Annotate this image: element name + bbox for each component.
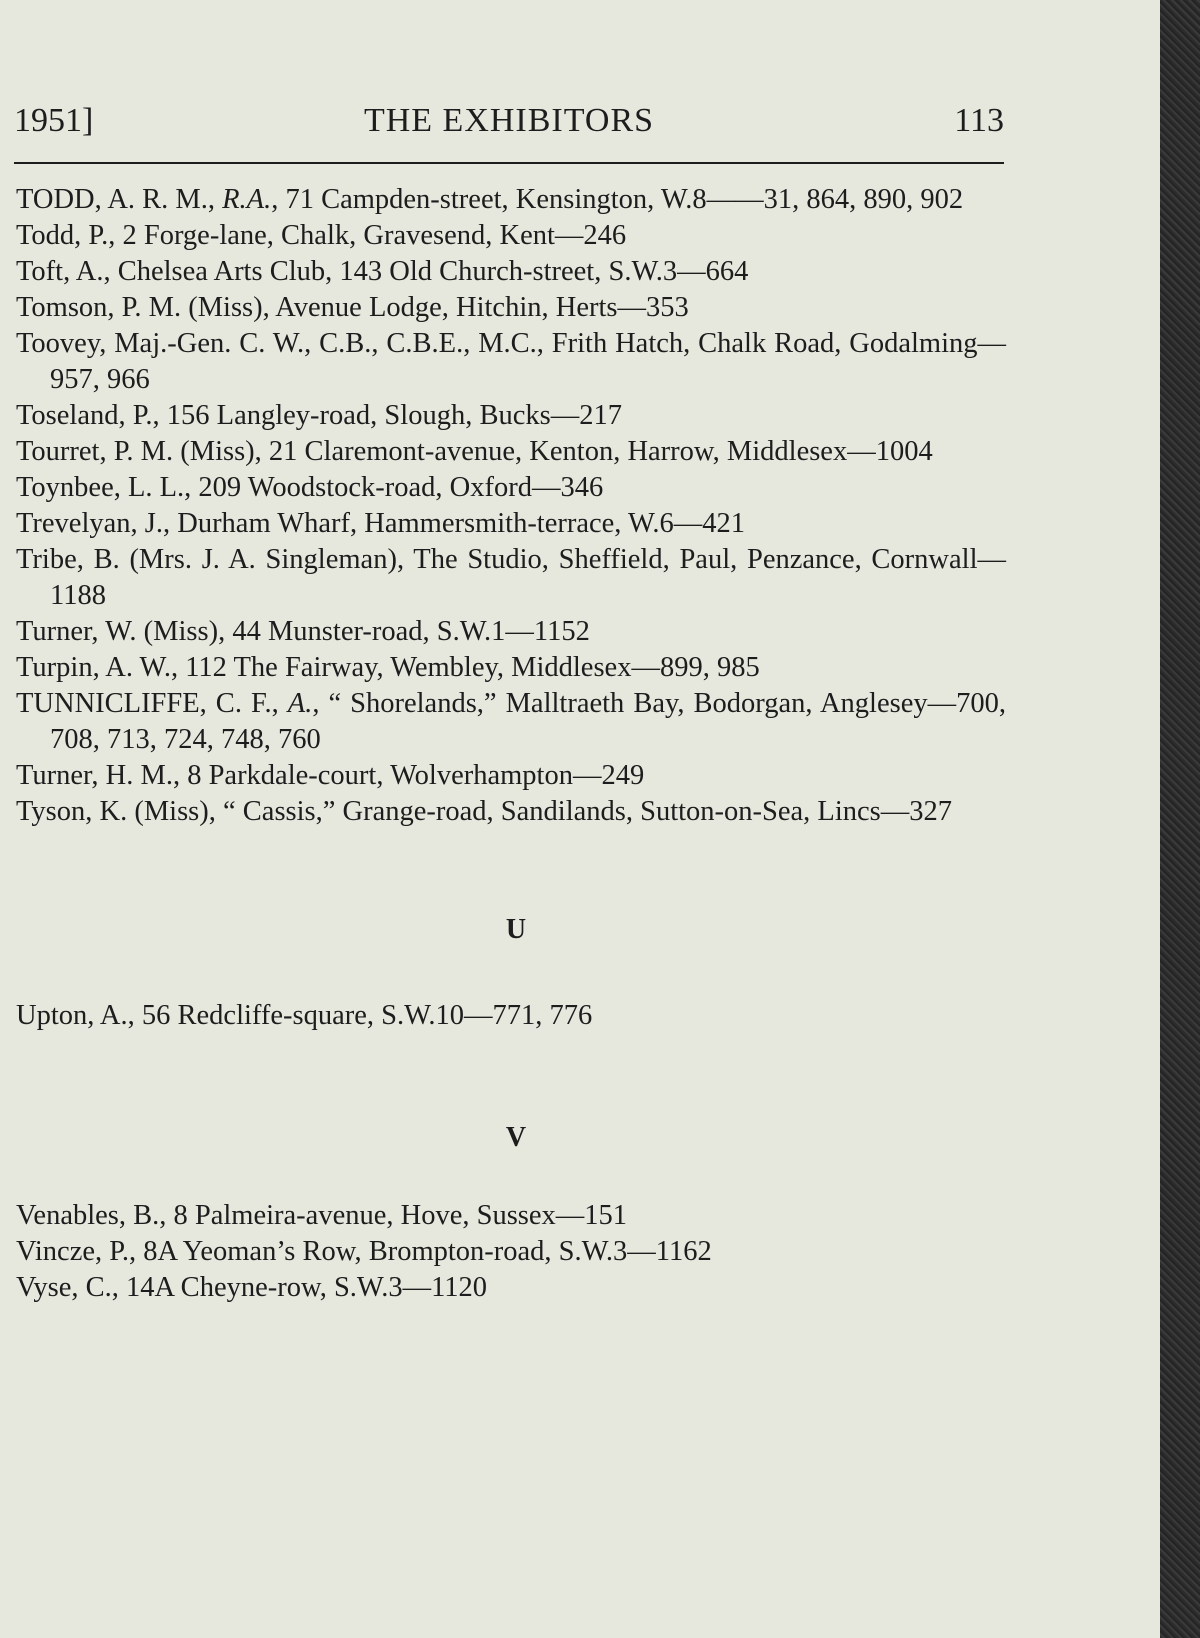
- exhibitor-entry: Turpin, A. W., 112 The Fairway, Wembley, Middlesex—899, 985: [16, 652, 760, 683]
- exhibitor-entry: Toynbee, L. L., 209 Woodstock-road, Oxford—346: [16, 472, 604, 503]
- page-number: 113: [954, 102, 1004, 139]
- exhibitor-entry: Tomson, P. M. (Miss), Avenue Lodge, Hitchin, Herts—353: [16, 292, 689, 323]
- exhibitor-entry: Tourret, P. M. (Miss), 21 Claremont-avenue, Kenton, Harrow, Middlesex—1004: [16, 436, 933, 467]
- exhibitor-entry: Trevelyan, J., Durham Wharf, Hammersmith-terrace, W.6—421: [16, 508, 745, 539]
- exhibitor-entry: Toovey, Maj.-Gen. C. W., C.B., C.B.E., M.C., Frith Hatch, Chalk Road, Godalming—957, 966: [16, 328, 1006, 395]
- page-edge-background: [1160, 0, 1200, 1638]
- header-year: 1951]: [14, 102, 94, 139]
- entry-details: , “ Shorelands,” Malltraeth Bay, Bodorgan, Anglesey—700, 708, 713, 724, 748, 760: [50, 688, 1006, 755]
- exhibitor-entry: Venables, B., 8 Palmeira-avenue, Hove, Sussex—151: [16, 1200, 628, 1231]
- exhibitor-entry: Toseland, P., 156 Langley-road, Slough, Bucks—217: [16, 400, 622, 431]
- entry-details: , 71 Campden-street, Kensington, W.8——31, 864, 890, 902: [271, 184, 964, 215]
- exhibitor-entry: [16, 182, 1006, 218]
- exhibitor-entry: [16, 686, 1006, 758]
- exhibitor-entry: Vincze, P., 8A Yeoman’s Row, Brompton-road, S.W.3—1162: [16, 1236, 712, 1267]
- exhibitor-entry: Tyson, K. (Miss), “ Cassis,” Grange-road, Sandilands, Sutton-on-Sea, Lincs—327: [16, 796, 953, 827]
- header-rule: [14, 162, 1004, 164]
- section-letter-v: V: [505, 1122, 527, 1153]
- exhibitor-entry: Turner, H. M., 8 Parkdale-court, Wolverhampton—249: [16, 760, 645, 791]
- exhibitor-entry: Vyse, C., 14A Cheyne-row, S.W.3—1120: [16, 1272, 488, 1303]
- exhibitor-list: [16, 182, 1006, 1306]
- entry-name: TUNNICLIFFE, C. F.,: [16, 688, 288, 719]
- exhibitor-entry: Turner, W. (Miss), 44 Munster-road, S.W.1—1152: [16, 616, 590, 647]
- exhibitor-entry: Tribe, B. (Mrs. J. A. Singleman), The Studio, Sheffield, Paul, Penzance, Cornwall—1188: [16, 544, 1006, 611]
- exhibitor-entry: Upton, A., 56 Redcliffe-square, S.W.10—771, 776: [16, 1000, 593, 1031]
- entry-honour: R.A.: [222, 184, 272, 215]
- exhibitor-entry: Toft, A., Chelsea Arts Club, 143 Old Church-street, S.W.3—664: [16, 256, 749, 287]
- page-header: [14, 102, 1004, 152]
- entry-honour: A.: [287, 688, 313, 719]
- header-title: THE EXHIBITORS: [363, 102, 655, 139]
- section-letter-u: U: [505, 914, 527, 945]
- entry-name: TODD, A. R. M.,: [16, 184, 223, 215]
- exhibitor-entry: Todd, P., 2 Forge-lane, Chalk, Gravesend, Kent—246: [16, 220, 627, 251]
